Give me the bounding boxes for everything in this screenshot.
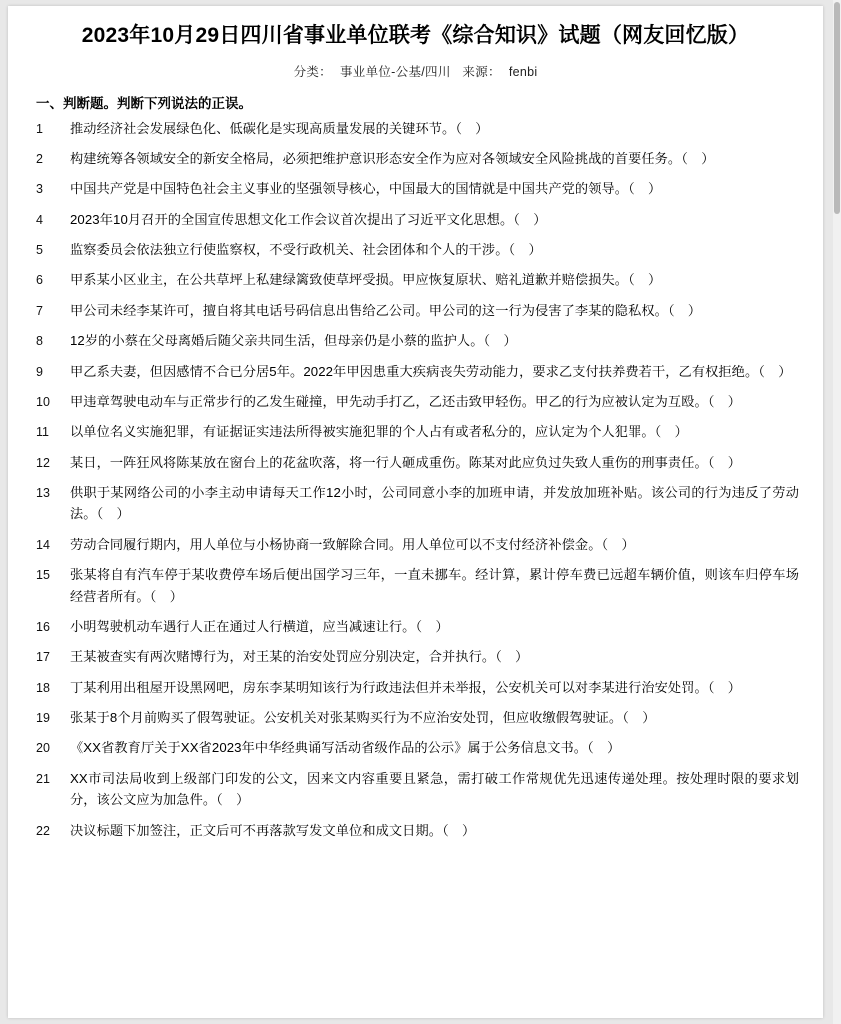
- question-item: [36, 300, 799, 321]
- question-text: 中国共产党是中国特色社会主义事业的坚强领导核心，中国最大的国情就是中国共产党的领导。（ ）: [70, 181, 662, 197]
- question-item: [36, 820, 799, 841]
- question-item: [36, 391, 799, 412]
- question-item: [36, 482, 799, 525]
- question-item: [36, 330, 799, 351]
- question-number: 22: [36, 823, 50, 838]
- question-item: [36, 239, 799, 260]
- question-item: [36, 361, 799, 382]
- question-text: 监察委员会依法独立行使监察权，不受行政机关、社会团体和个人的干涉。（ ）: [70, 242, 542, 257]
- question-number: 6: [36, 273, 43, 288]
- question-number: 20: [36, 741, 50, 756]
- page-title: 2023年10月29日四川省事业单位联考《综合知识》试题（网友回忆版）: [81, 24, 750, 47]
- question-number: 11: [36, 425, 49, 440]
- scrollbar-thumb[interactable]: [834, 2, 840, 214]
- question-text: 丁某利用出租屋开设黑网吧，房东李某明知该行为行政违法但并未举报，公安机关可以对李某进行治安处罚。（ ）: [70, 679, 742, 695]
- question-item: [36, 707, 799, 728]
- question-item: [36, 209, 799, 230]
- question-text: XX市司法局收到上级部门印发的公文，因来文内容重要且紧急，需打破工作常规优先迅速传递处理。按处理时限的要求划分，该公文应为加急件。（ ）: [70, 770, 799, 808]
- question-text: 以单位名义实施犯罪，有证据证实违法所得被实施犯罪的个人占有或者私分的，应认定为个人犯罪。（ ）: [70, 424, 688, 440]
- question-text: 张某将自有汽车停于某收费停车场后便出国学习三年，一直未挪车。经计算，累计停车费已远超车辆价值，则该车归停车场经营者所有。（ ）: [70, 567, 799, 604]
- question-text: 甲乙系夫妻，但因感情不合已分居5年。2022年甲因患重大疾病丧失劳动能力，要求乙支付扶养费若干，乙有权拒绝。（ ）: [70, 363, 792, 379]
- question-number: 17: [36, 650, 50, 665]
- question-number: 10: [36, 394, 50, 409]
- question-item: [36, 646, 799, 667]
- question-number: 4: [36, 212, 43, 227]
- question-number: 3: [36, 182, 43, 197]
- category-value: 事业单位-公基/四川: [339, 64, 451, 79]
- question-number: 12: [36, 455, 50, 470]
- question-number: 18: [36, 680, 50, 695]
- source-label: 来源：: [462, 64, 501, 79]
- question-number: 7: [36, 303, 43, 318]
- question-list: [8, 118, 823, 841]
- question-text: 甲公司未经李某许可，擅自将其电话号码信息出售给乙公司。甲公司的这一行为侵害了李某的隐私权。（ ）: [70, 302, 702, 318]
- question-number: 9: [36, 364, 43, 379]
- question-number: 21: [36, 771, 50, 786]
- question-text: 甲违章驾驶电动车与正常步行的乙发生碰撞，甲先动手打乙，乙还击致甲轻伤。甲乙的行为应被认定为互殴。（ ）: [70, 393, 742, 409]
- question-item: [36, 768, 799, 811]
- question-item: [36, 564, 799, 607]
- question-number: 14: [36, 537, 50, 552]
- question-item: [36, 118, 799, 139]
- question-number: 5: [36, 243, 43, 257]
- question-item: [36, 616, 799, 637]
- question-text: 王某被查实有两次赌博行为，对王某的治安处罚应分别决定，合并执行。（ ）: [70, 649, 529, 665]
- question-item: [36, 452, 799, 473]
- question-item: [36, 148, 799, 169]
- question-number: 13: [36, 486, 50, 500]
- question-text: 《XX省教育厅关于XX省2023年中华经典诵写活动省级作品的公示》属于公务信息文书。（ ）: [70, 740, 621, 756]
- document-meta: [8, 56, 823, 90]
- scrollbar[interactable]: [833, 0, 841, 1024]
- question-number: 8: [36, 334, 43, 349]
- source-value: fenbi: [508, 64, 538, 79]
- question-text: 张某于8个月前购买了假驾驶证。公安机关对张某购买行为不应治安处罚，但应收缴假驾驶证。（ ）: [70, 710, 656, 725]
- question-item: [36, 178, 799, 199]
- question-number: 16: [36, 619, 50, 634]
- question-text: 供职于某网络公司的小李主动申请每天工作12小时，公司同意小李的加班申请，并发放加班补贴。该公司的行为违反了劳动法。（ ）: [70, 485, 799, 522]
- question-text: 12岁的小蔡在父母离婚后随父亲共同生活，但母亲仍是小蔡的监护人。（ ）: [70, 333, 517, 349]
- question-text: 决议标题下加签注，正文后可不再落款写发文单位和成文日期。（ ）: [70, 822, 476, 838]
- question-text: 甲系某小区业主，在公共草坪上私建绿篱致使草坪受损。甲应恢复原状、赔礼道歉并赔偿损失。（ ）: [70, 272, 662, 288]
- question-text: 推动经济社会发展绿色化、低碳化是实现高质量发展的关键环节。（ ）: [70, 120, 489, 136]
- question-item: [36, 421, 799, 442]
- question-text: 某日，一阵狂风将陈某放在窗台上的花盆吹落，将一行人砸成重伤。陈某对此应负过失致人重伤的刑事责任。（ ）: [70, 454, 742, 470]
- category-label: 分类：: [293, 64, 332, 79]
- question-text: 2023年10月召开的全国宣传思想文化工作会议首次提出了习近平文化思想。（ ）: [70, 211, 547, 227]
- question-item: [36, 677, 799, 698]
- question-item: [36, 269, 799, 290]
- question-number: 15: [36, 568, 50, 583]
- document-page: [8, 6, 823, 1018]
- question-number: 2: [36, 151, 43, 166]
- question-text: 小明驾驶机动车遇行人正在通过人行横道，应当减速让行。（ ）: [70, 618, 449, 634]
- question-item: [36, 534, 799, 555]
- section-heading: 一、判断题。判断下列说法的正误。: [36, 95, 252, 111]
- question-text: 构建统筹各领域安全的新安全格局，必须把维护意识形态安全作为应对各领域安全风险挑战的首要任务。（ ）: [70, 150, 715, 166]
- question-number: 19: [36, 711, 50, 725]
- question-text: 劳动合同履行期内，用人单位与小杨协商一致解除合同。用人单位可以不支付经济补偿金。（ ）: [70, 536, 635, 552]
- question-item: [36, 737, 799, 758]
- question-number: 1: [36, 121, 43, 136]
